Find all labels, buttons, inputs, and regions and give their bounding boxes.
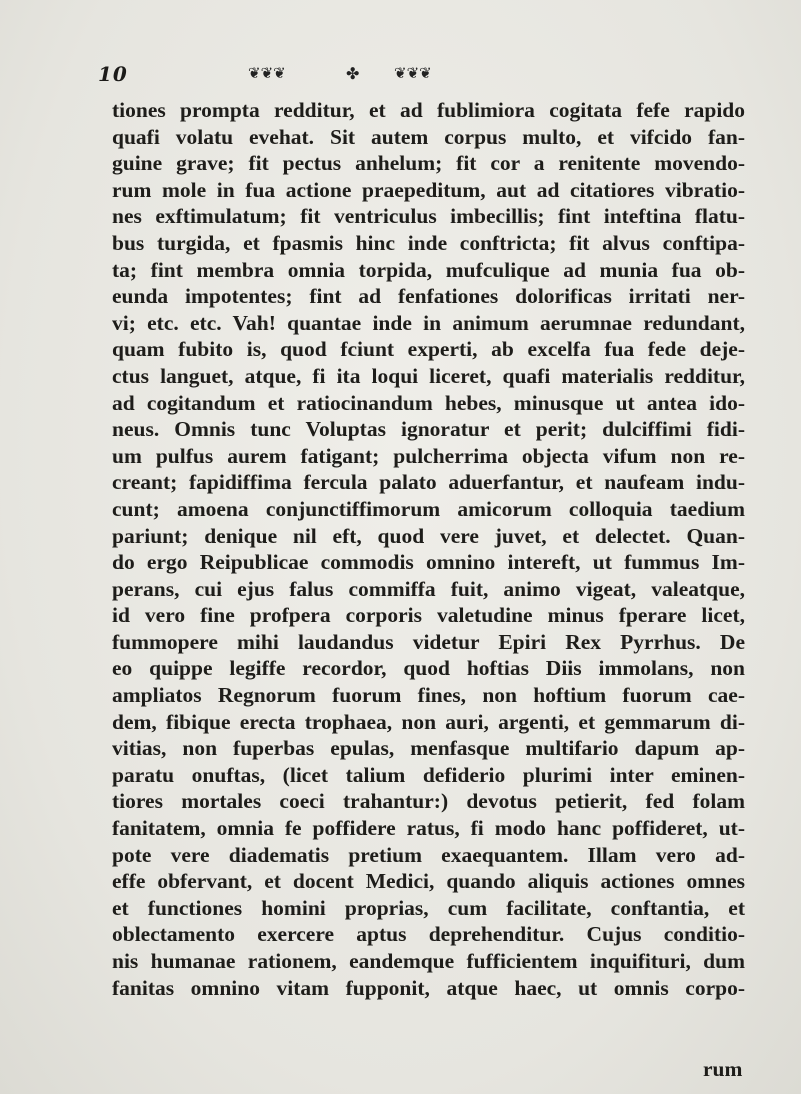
text-line: paratu onuftas, (licet talium defiderio plurimi inter eminen- [112,762,745,787]
text-line: rum mole in fua actione praepeditum, aut ad citatiores vibratio- [112,177,745,202]
text-line: dem, fibique erecta trophaea, non auri, argenti, et gemmarum di- [112,709,745,734]
text-line: guine grave; fit pectus anhelum; fit cor a renitente movendo- [112,151,745,176]
text-line: effe obfervant, et docent Medici, quando aliquis actiones omnes [112,869,745,894]
text-line: creant; fapidiffima fercula palato aduerfantur, et naufeam indu- [112,470,745,495]
text-line: oblectamento exercere aptus deprehenditur. Cujus conditio- [112,922,745,947]
text-line: quam fubito is, quod fciunt experti, ab excelfa fua fede deje- [112,337,745,362]
text-line: vitias, non fuperbas epulas, menfasque multifario dapum ap- [112,736,745,761]
text-line: id vero fine profpera corporis valetudine minus fperare licet, [112,603,745,628]
text-line: perans, cui ejus falus commiffa fuit, animo vigeat, valeatque, [112,576,745,601]
text-line: cunt; amoena conjunctiffimorum amicorum colloquia taedium [112,496,745,521]
text-line: fanitas omnino vitam fupponit, atque haec, ut omnis corpo- [112,975,745,1000]
text-line: pote vere diadematis pretium exaequantem. Illam vero ad- [112,842,745,867]
right-ornament-icon: ❦❦❦ [394,64,432,82]
body-text [112,97,745,1001]
text-line: nis humanae rationem, eandemque fufficientem inquifituri, dum [112,949,745,973]
text-line: neus. Omnis tunc Voluptas ignoratur et perit; dulciffimi fidi- [112,417,745,442]
text-line: quafi volatu evehat. Sit autem corpus multo, et vifcido fan- [112,124,745,149]
text-line: eo quippe legiffe recordor, quod hoftias Diis immolans, non [112,656,745,681]
text-line: fummopere mihi laudandus videtur Epiri Rex Pyrrhus. De [112,629,745,654]
text-line: ta; fint membra omnia torpida, mufculique ad munia fua ob- [112,257,745,282]
text-line: bus turgida, et fpasmis hinc inde conftricta; fit alvus conftipa- [112,230,745,255]
left-ornament-icon: ❦❦❦ [248,64,286,82]
text-line: ad cogitandum et ratiocinandum hebes, minusque ut antea ido- [112,390,745,415]
text-line: eunda impotentes; fint ad fenfationes dolorificas irritati ner- [112,284,745,309]
catchword: rum [703,1057,743,1081]
text-line: ctus languet, atque, fi ita loqui liceret, quafi materialis redditur, [112,363,745,388]
text-line: fanitatem, omnia fe poffidere ratus, fi modo hanc poffideret, ut- [112,816,745,841]
text-line: tiores mortales coeci trahantur:) devotus petierit, fed folam [112,789,745,814]
text-line: nes exftimulatum; fit ventriculus imbecillis; fint inteftina flatu- [112,204,745,229]
page-number: 10 [98,62,128,86]
center-ornament-icon: ✤ [346,64,360,83]
text-line: um pulfus aurem fatigant; pulcherrima objecta vifum non re- [112,443,745,468]
text-line: et functiones homini proprias, cum facilitate, conftantia, et [112,895,745,920]
text-line: do ergo Reipublicae commodis omnino intereft, ut fummus Im- [112,550,745,575]
text-line: ampliatos Regnorum fuorum fines, non hoftium fuorum cae- [112,683,745,708]
page-header [0,62,801,92]
text-line: vi; etc. etc. Vah! quantae inde in animum aerumnae redundant, [112,310,745,335]
text-line: tiones prompta redditur, et ad fublimiora cogitata fefe rapido [112,98,745,122]
text-line: pariunt; denique nil eft, quod vere juvet, et delectet. Quan- [112,523,745,548]
